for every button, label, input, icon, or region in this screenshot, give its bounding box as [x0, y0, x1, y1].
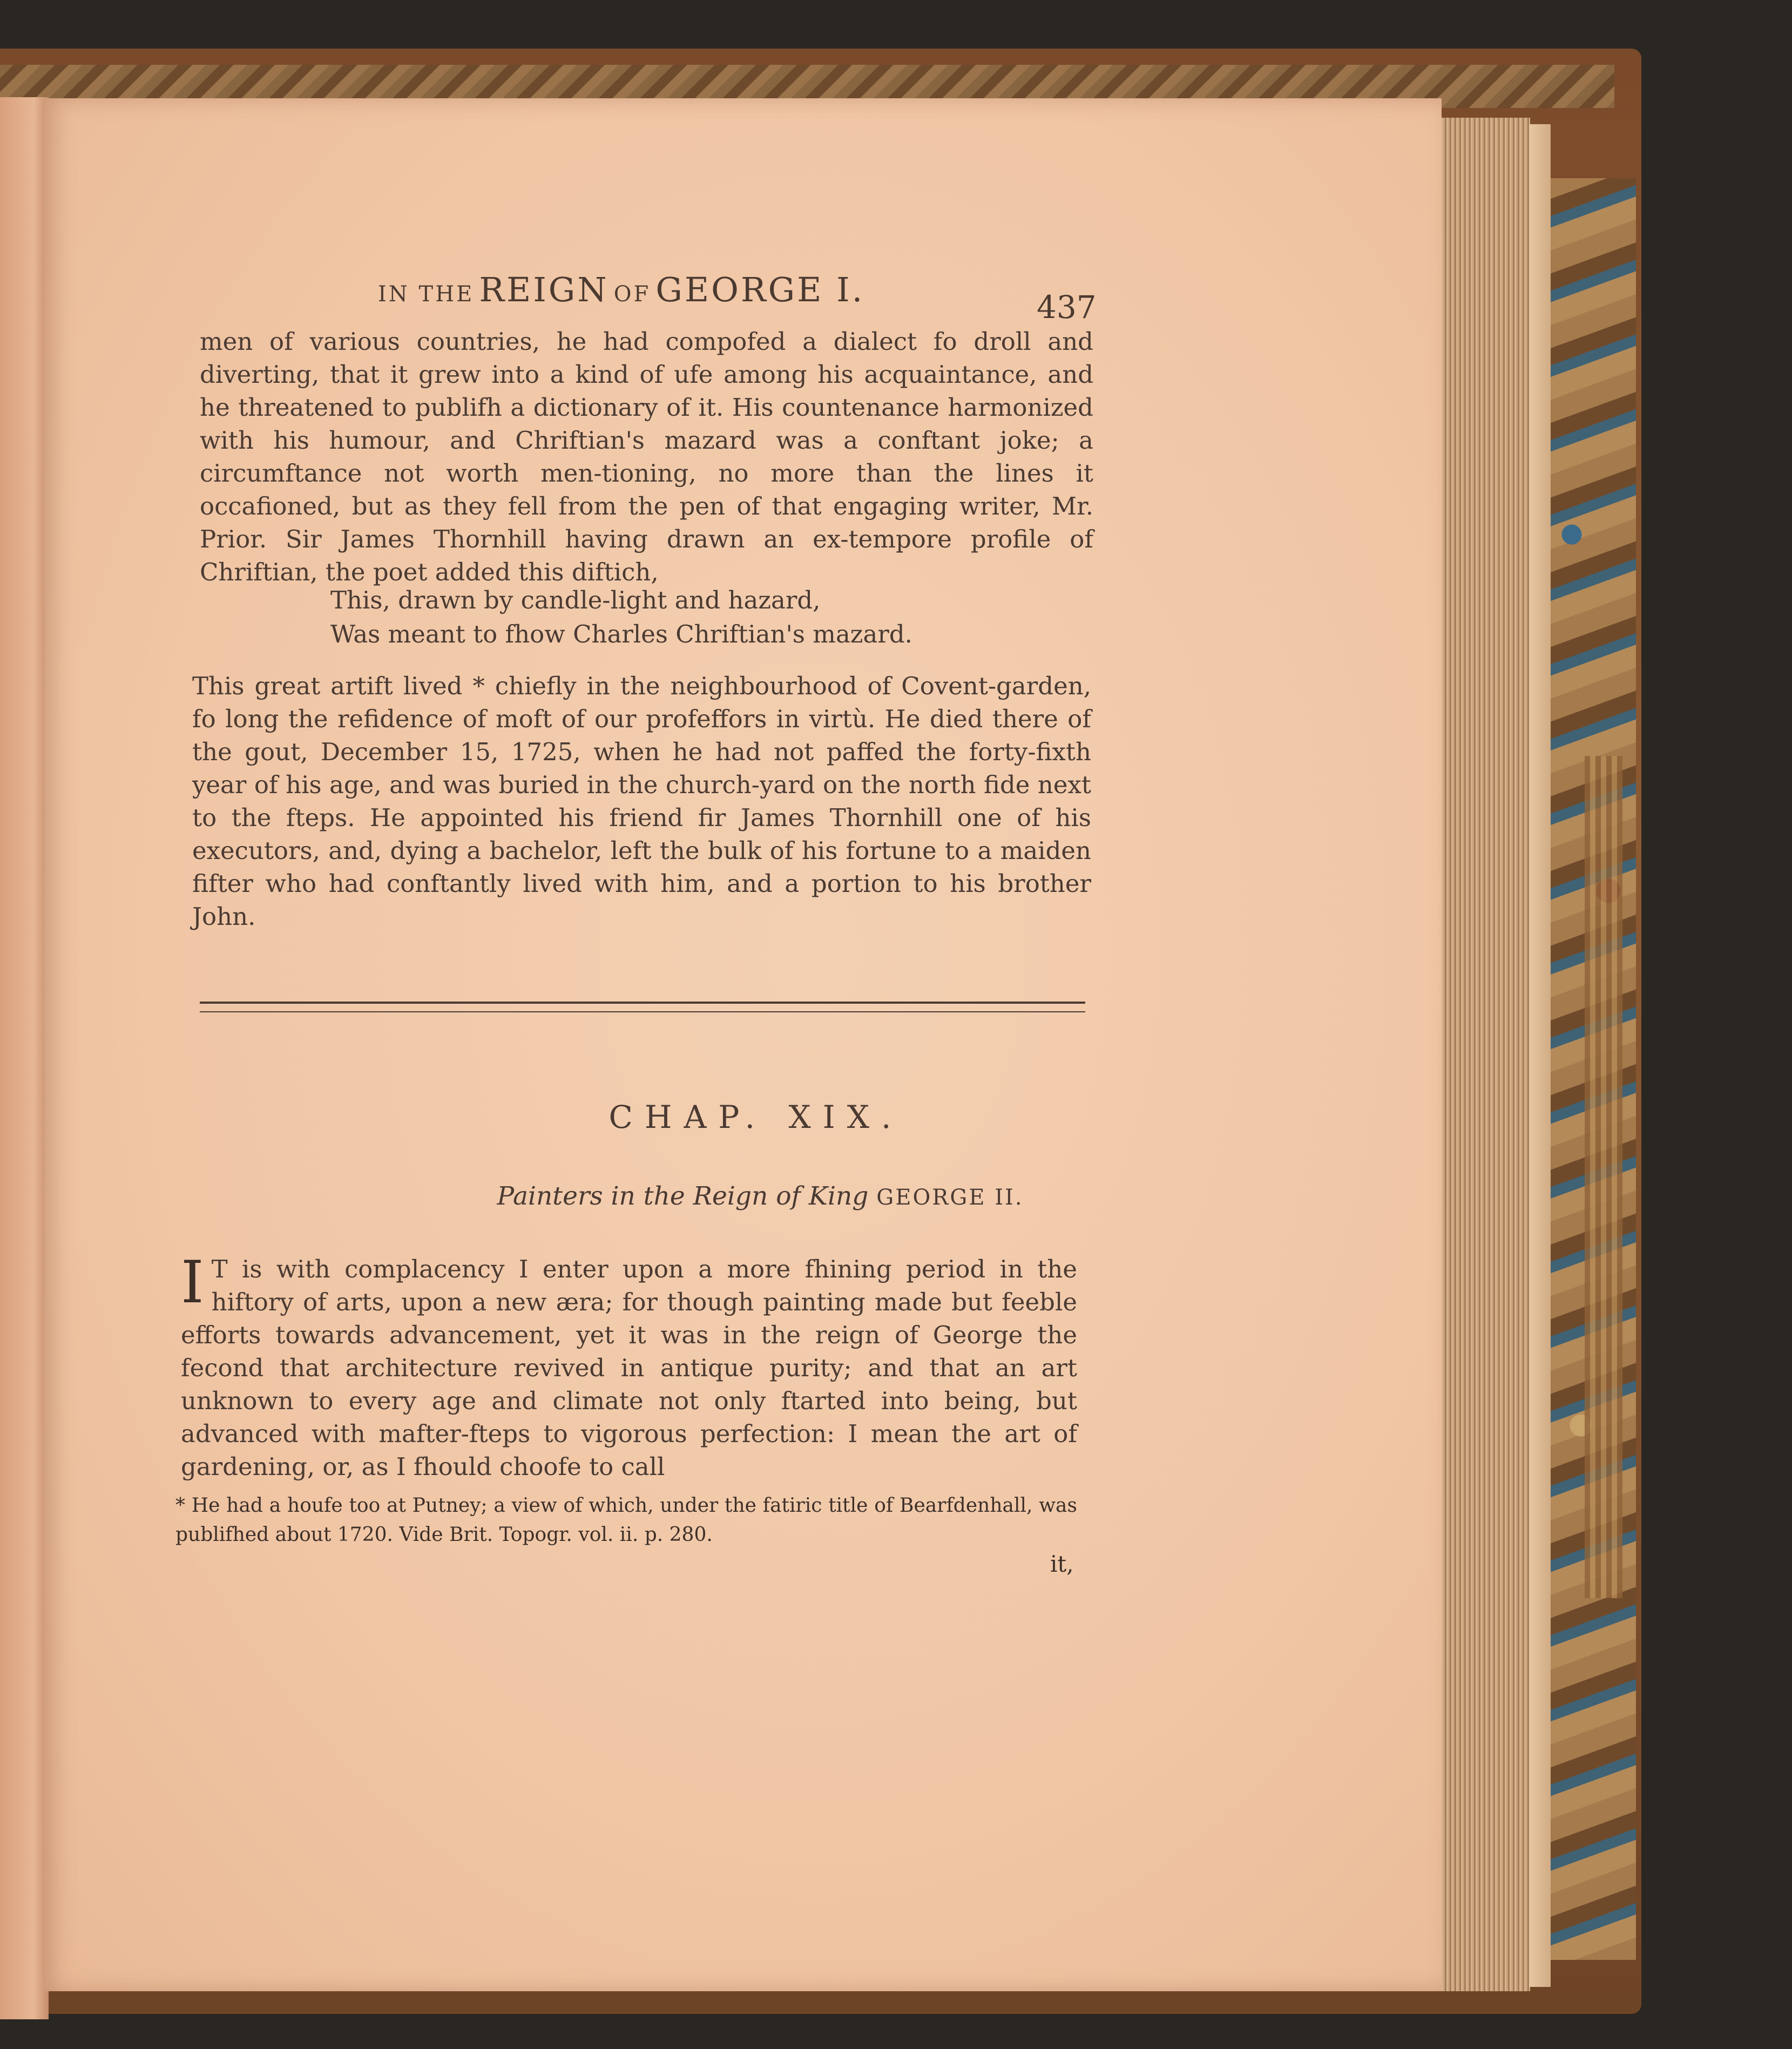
paragraph-1: men of various countries, he had compofed a dialect fo droll and diverting, that it grew into a kind of ufe among his acquaintance, and he threatened to publifh a dictionary of it. His countenance harmonized with his humour, and Chriftian's mazard was a conftant joke; a circumftance not worth men-tioning, no more than the lines it occafioned, but as they fell from the pen of that engaging writer, Mr. Prior. Sir James Thornhill having drawn an ex-tempore profile of Chriftian, the poet added this diftich,: [200, 327, 1093, 586]
verse-line-2: Was meant to fhow Charles Chriftian's mazard.: [330, 620, 912, 648]
paragraph-3: [181, 1249, 1077, 1483]
chapter-subtitle-king: GEORGE II.: [876, 1185, 1024, 1210]
page-edges-inner: [1529, 124, 1551, 1987]
drop-cap: I: [181, 1249, 204, 1316]
chapter-subtitle: [0, 1181, 1520, 1211]
verse-couplet: [330, 583, 912, 651]
cover-edge-tooling: [1585, 756, 1622, 1598]
running-head-prefix: IN THE: [378, 282, 475, 307]
chapter-heading: CHAP. XIX.: [608, 1099, 903, 1135]
catchword: it,: [1050, 1551, 1074, 1577]
page-number: 437: [1037, 289, 1097, 326]
running-head-king: GEORGE I.: [655, 270, 865, 309]
left-page-sliver: [0, 97, 49, 2019]
paragraph-3-text: T is with complacency I enter upon a more fhining period in the hiftory of arts, upon a new æra; for though painting made but feeble efforts towards advancement, yet it was in the reign of George the fecond that architecture revived in antique purity; and that an art unknown to every age and climate not only ftarted into being, but advanced with mafter-fteps to vigorous perfection: I mean the art of gardening, or, as I fhould choofe to call: [181, 1255, 1077, 1481]
verse-line-1: This, drawn by candle-light and hazard,: [330, 586, 821, 614]
paragraph-2: This great artift lived * chiefly in the neighbourhood of Covent-garden, fo long the refidence of moft of our profeffors in virtù. He died there of the gout, December 15, 1725, when he had not paffed the forty-fixth year of his age, and was buried in the church-yard on the north fide next to the fteps. He appointed his friend fir James Thornhill one of his executors, and, dying a bachelor, left the bulk of his fortune to a maiden fifter who had conftantly lived with him, and a portion to his brother John.: [192, 672, 1091, 931]
chapter-divider-rule: [200, 1002, 1085, 1012]
running-head-of: OF: [613, 282, 651, 307]
chapter-subtitle-italic: Painters in the Reign of King: [497, 1181, 869, 1211]
page-edges: [1437, 118, 1530, 1991]
running-head-reign: REIGN: [479, 270, 609, 309]
footnote: * He had a houfe too at Putney; a view of which, under the fatiric title of Bearfdenhall, was publifhed about 1720. Vide Brit. Topogr. vol. ii. p. 280.: [175, 1495, 1077, 1546]
